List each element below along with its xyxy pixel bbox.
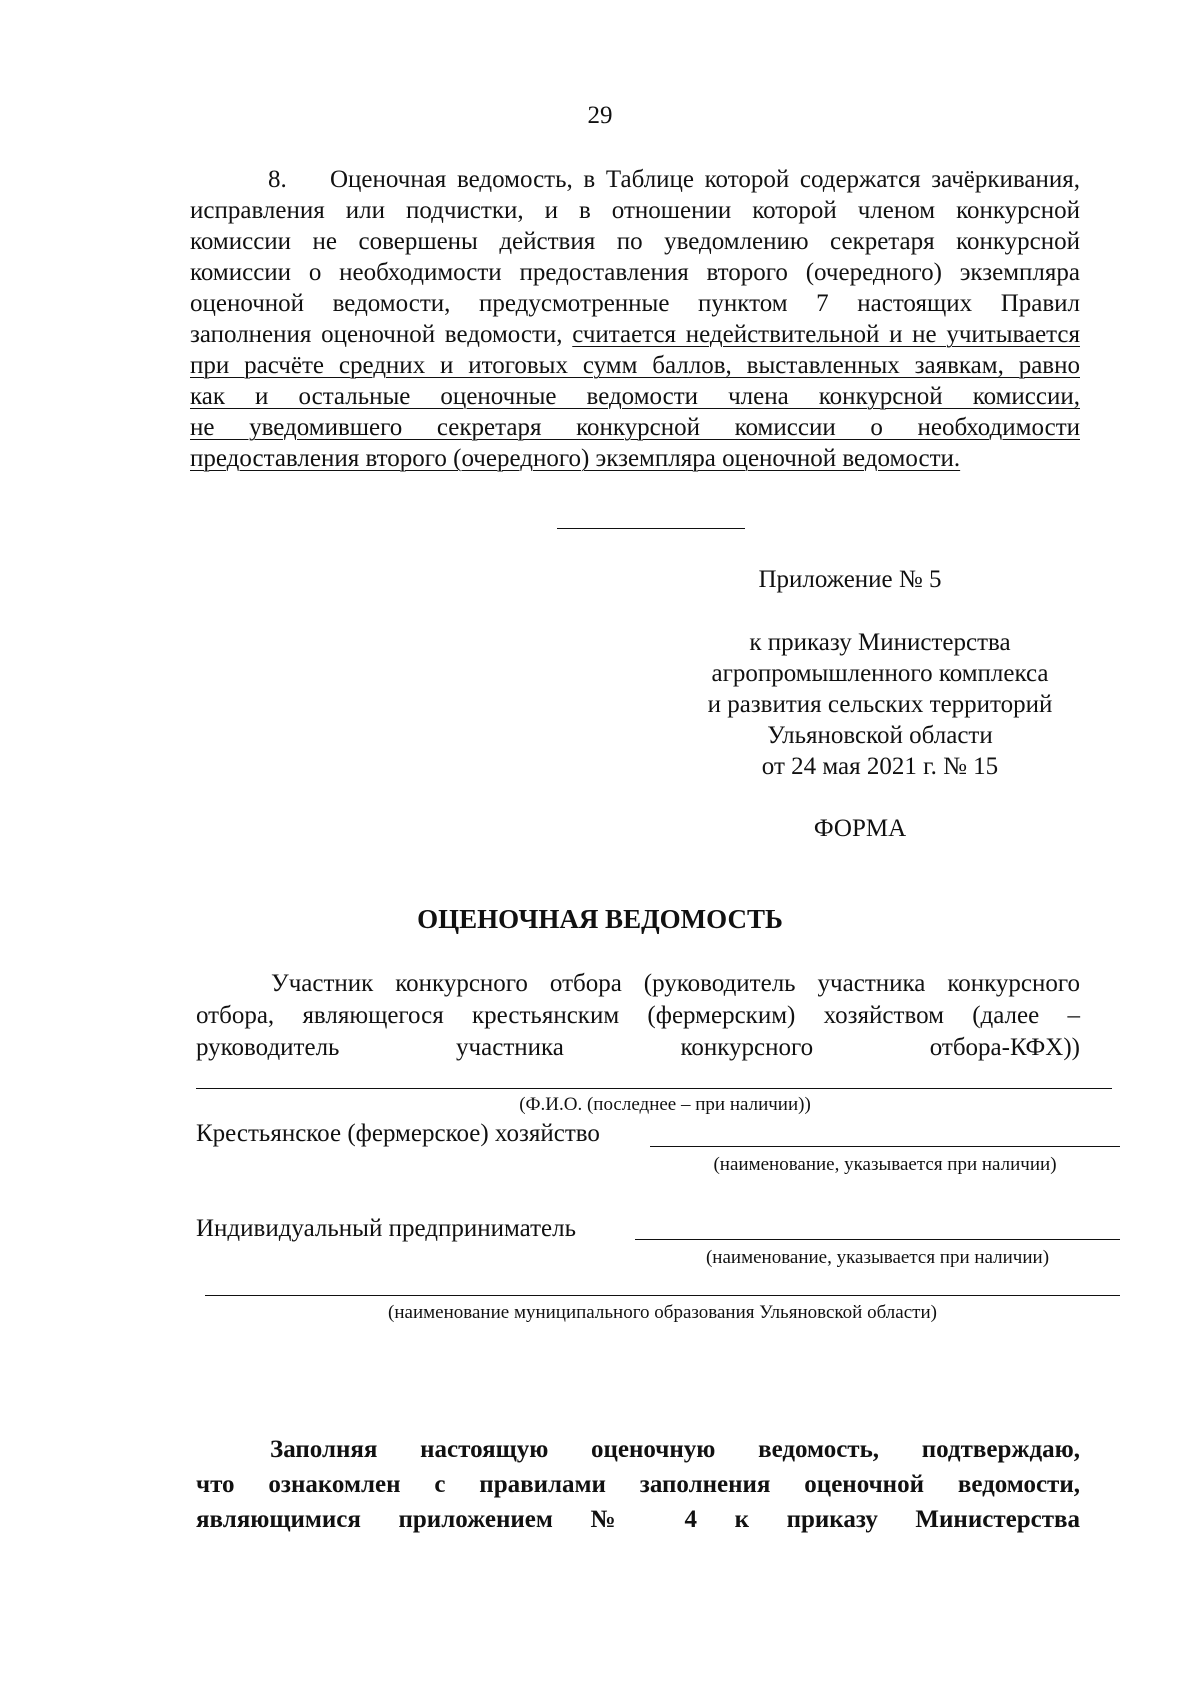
confirmation-line: что ознакомлен с правилами заполнения оценочной ведомости, — [196, 1471, 1080, 1498]
paragraph-8-last-line — [190, 443, 1080, 474]
fio-field-line[interactable] — [196, 1088, 1112, 1089]
appendix-line: Ульяновской области — [767, 722, 993, 749]
entrepreneur-caption: (наименование, указывается при наличии) — [705, 1247, 1050, 1268]
paragraph-8-plain-part: заполнения оценочной ведомости, — [190, 321, 563, 348]
paragraph-8-underlined-line: не уведомившего секретаря конкурсной комиссии о необходимости — [190, 414, 1080, 441]
confirmation-line: Заполняя настоящую оценочную ведомость, подтверждаю, — [270, 1436, 1080, 1463]
farm-field-line[interactable] — [650, 1146, 1120, 1147]
appendix-line: от 24 мая 2021 г. № 15 — [761, 753, 999, 780]
appendix-line: и развития сельских территорий — [707, 691, 1053, 718]
municipality-caption: (наименование муниципального образования Ульяновской области) — [388, 1302, 937, 1323]
paragraph-8-line-2: исправления или подчистки, и в отношении которой членом конкурсной — [190, 197, 1080, 224]
farm-caption: (наименование, указывается при наличии) — [713, 1154, 1057, 1175]
participant-line: отбора, являющегося крестьянским (фермерским) хозяйством (далее – — [196, 1002, 1080, 1029]
paragraph-8-line-3: комиссии не совершены действия по уведомлению секретаря конкурсной — [190, 228, 1080, 255]
paragraph-8-line-4: комиссии о необходимости предоставления второго (очередного) экземпляра — [190, 259, 1080, 286]
appendix-reference — [610, 627, 1150, 782]
confirmation-line: являющимися приложением № 4 к приказу Министерства — [196, 1506, 1080, 1533]
paragraph-8-underlined-line: как и остальные оценочные ведомости члена конкурсной комиссии, — [190, 383, 1080, 410]
municipality-field-line[interactable] — [205, 1295, 1120, 1296]
paragraph-8-line-5: оценочной ведомости, предусмотренные пунктом 7 настоящих Правил — [190, 290, 1080, 317]
section-divider — [557, 528, 745, 529]
form-label: ФОРМА — [813, 815, 907, 842]
paragraph-8-underlined-line: при расчёте средних и итоговых сумм баллов, выставленных заявкам, равно — [190, 352, 1080, 379]
paragraph-8-line-1 — [190, 164, 1080, 195]
page-number: 29 — [587, 102, 613, 129]
appendix-line: агропромышленного комплекса — [711, 660, 1049, 687]
paragraph-8-line-6 — [190, 319, 1080, 350]
fio-caption: (Ф.И.О. (последнее – при наличии)) — [519, 1094, 811, 1115]
underlined-text: предоставления второго (очередного) экземпляра оценочной ведомости. — [190, 445, 961, 472]
paragraph-8-text: Оценочная ведомость, в Таблице которой содержатся зачёркивания, — [330, 166, 1080, 193]
participant-line: руководитель участника конкурсного отбора-КФХ)) — [196, 1034, 1080, 1061]
farm-label: Крестьянское (фермерское) хозяйство — [196, 1120, 600, 1147]
participant-line: Участник конкурсного отбора (руководитель участника конкурсного — [271, 970, 1080, 997]
appendix-title: Приложение № 5 — [758, 566, 942, 593]
paragraph-8 — [190, 164, 1080, 474]
participant-description — [196, 968, 1080, 1064]
appendix-line: к приказу Министерства — [749, 629, 1011, 656]
entrepreneur-field-line[interactable] — [635, 1239, 1120, 1240]
document-title: ОЦЕНОЧНАЯ ВЕДОМОСТЬ — [417, 904, 783, 934]
entrepreneur-label: Индивидуальный предприниматель — [196, 1215, 576, 1242]
confirmation-paragraph — [196, 1434, 1080, 1539]
underlined-text: считается недействительной и не учитывается — [572, 321, 1080, 348]
paragraph-number: 8. — [268, 166, 287, 193]
